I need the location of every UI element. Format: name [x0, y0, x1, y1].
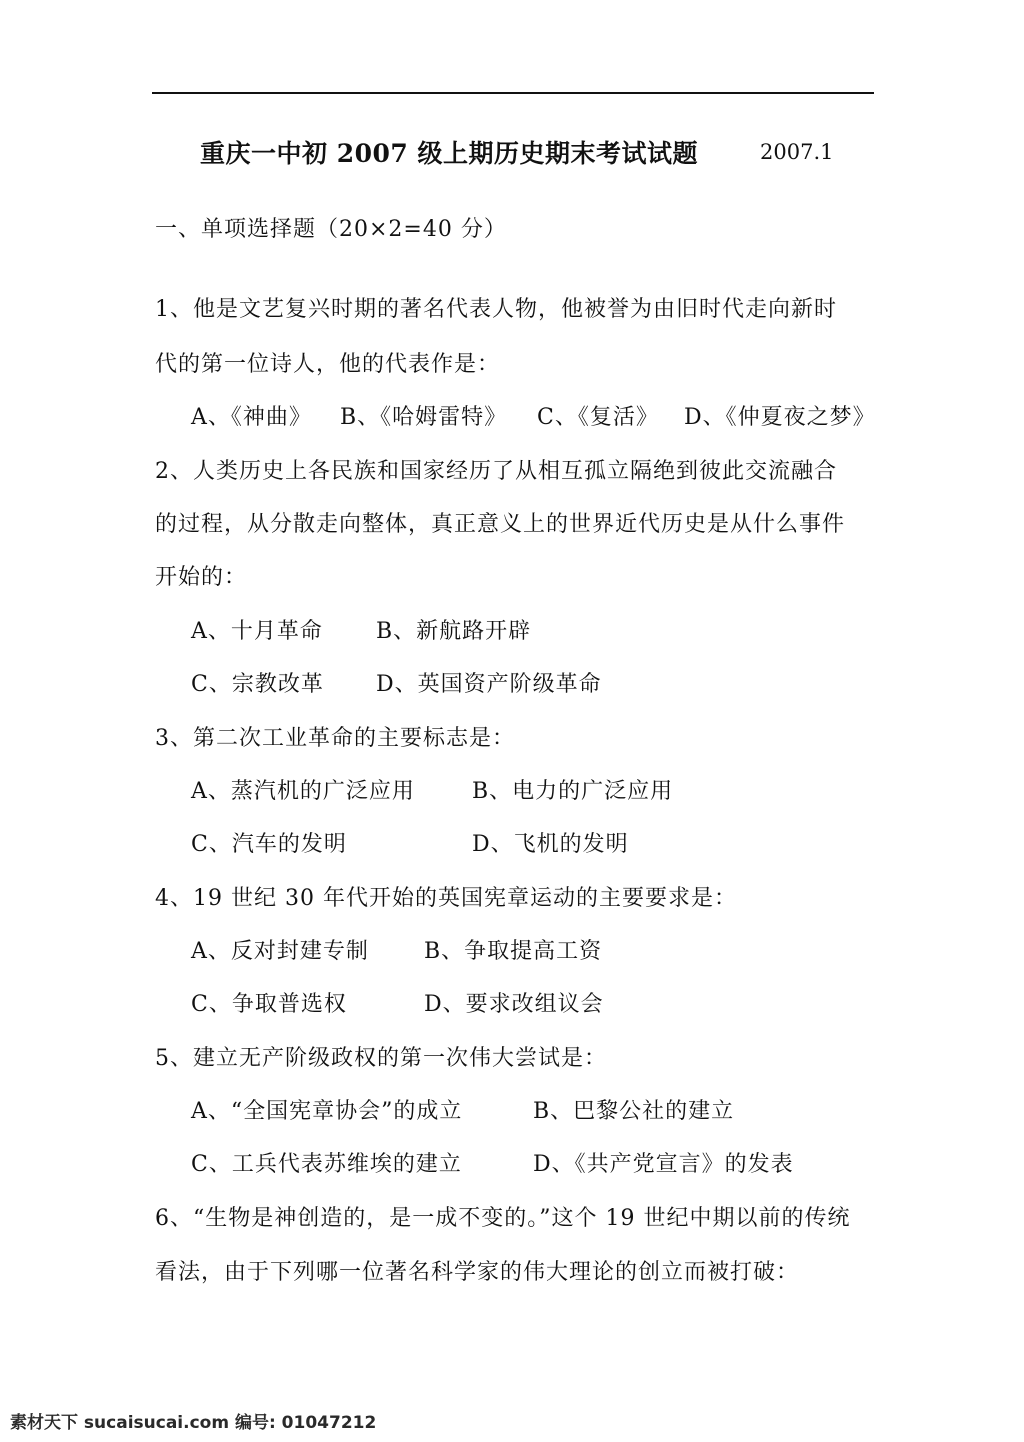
watermark-bar	[0, 1404, 1024, 1442]
watermark-text: 素材天下 sucaisucai.com 编号: 01047212	[10, 1413, 377, 1433]
section-heading: 一、单项选择题（20×2=40 分）	[155, 217, 507, 242]
header-rule	[152, 92, 874, 94]
question-2-option-a: A、十月革命	[191, 619, 323, 644]
question-1-option-a: A、《神曲》	[191, 405, 312, 430]
question-3-option-d: D、飞机的发明	[472, 832, 629, 857]
question-4-line-1: 4、19 世纪 30 年代开始的英国宪章运动的主要要求是：	[155, 886, 737, 911]
question-3-option-a: A、蒸汽机的广泛应用	[191, 779, 415, 804]
question-1-option-b: B、《哈姆雷特》	[340, 405, 508, 430]
question-1-line-2: 代的第一位诗人，他的代表作是：	[155, 352, 501, 377]
question-1-line-1: 1、他是文艺复兴时期的著名代表人物，他被誉为由旧时代走向新时	[155, 297, 837, 322]
question-2-line-2: 的过程，从分散走向整体，真正意义上的世界近代历史是从什么事件	[155, 512, 846, 537]
question-6-line-1: 6、“生物是神创造的，是一成不变的。”这个 19 世纪中期以前的传统	[155, 1206, 851, 1231]
question-2-line-1: 2、人类历史上各民族和国家经历了从相互孤立隔绝到彼此交流融合	[155, 459, 837, 484]
question-4-option-d: D、要求改组议会	[424, 992, 604, 1017]
question-5-option-b: B、巴黎公社的建立	[533, 1099, 735, 1124]
question-5-option-a: A、“全国宪章协会”的成立	[191, 1099, 463, 1124]
exam-date: 2007.1	[760, 140, 834, 164]
question-4-option-c: C、争取普选权	[191, 992, 347, 1017]
question-3-option-b: B、电力的广泛应用	[472, 779, 674, 804]
question-6-line-2: 看法，由于下列哪一位著名科学家的伟大理论的创立而被打破：	[155, 1260, 800, 1285]
question-1-option-c: C、《复活》	[537, 405, 659, 430]
question-5-line-1: 5、建立无产阶级政权的第一次伟大尝试是：	[155, 1046, 607, 1071]
question-4-option-b: B、争取提高工资	[424, 939, 603, 964]
question-5-option-d: D、《共产党宣言》的发表	[533, 1152, 794, 1177]
page-title: 重庆一中初 2007 级上期历史期末考试试题	[200, 139, 698, 168]
question-3-option-c: C、汽车的发明	[191, 832, 347, 857]
question-2-line-3: 开始的：	[155, 565, 248, 590]
question-4-option-a: A、反对封建专制	[191, 939, 369, 964]
question-2-option-b: B、新航路开辟	[376, 619, 532, 644]
question-5-option-c: C、工兵代表苏维埃的建立	[191, 1152, 462, 1177]
question-3-line-1: 3、第二次工业革命的主要标志是：	[155, 726, 515, 751]
question-2-option-c: C、宗教改革	[191, 672, 324, 697]
question-1-option-d: D、《仲夏夜之梦》	[684, 405, 876, 430]
question-2-option-d: D、英国资产阶级革命	[376, 672, 602, 697]
